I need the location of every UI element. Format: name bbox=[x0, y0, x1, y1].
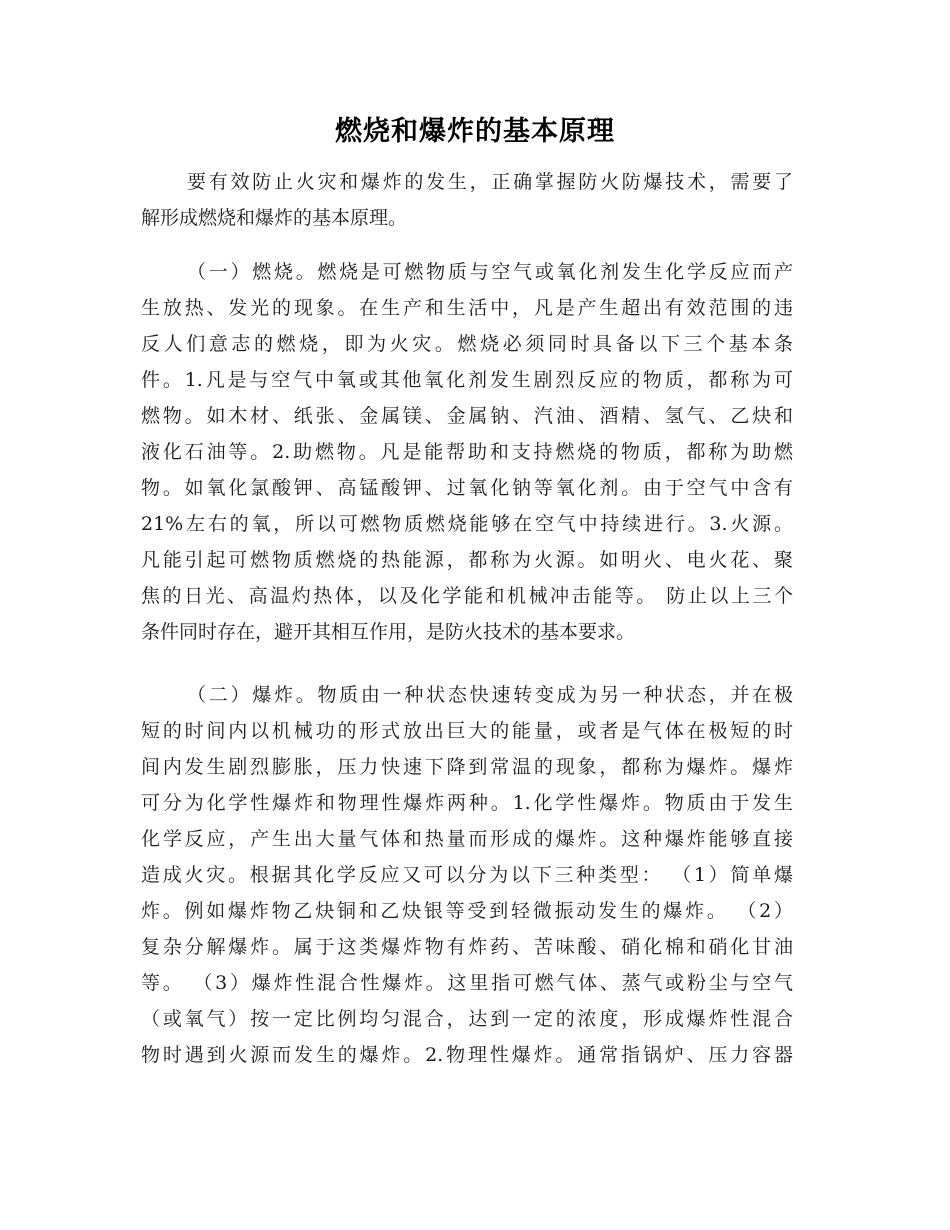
combustion-line-11: 条件同时存在，避开其相互作用，是防火技术的基本要求。 bbox=[141, 621, 636, 643]
explosion-line-9: 等。 （3）爆炸性混合性爆炸。这里指可燃气体、蒸气或粉尘与空气 bbox=[141, 972, 793, 994]
combustion-line-6: 液化石油等。2.助燃物。凡是能帮助和支持燃烧的物质，都称为助燃 bbox=[141, 441, 793, 463]
combustion-line-2: 生放热、发光的现象。在生产和生活中，凡是产生超出有效范围的违 bbox=[141, 297, 793, 319]
combustion-line-1: （一）燃烧。燃烧是可燃物质与空气或氧化剂发生化学反应而产 bbox=[187, 261, 793, 283]
explosion-line-1: （二）爆炸。物质由一种状态快速转变成为另一种状态，并在极 bbox=[187, 684, 793, 706]
intro-line-2: 解形成燃烧和爆炸的基本原理。 bbox=[141, 207, 408, 229]
explosion-line-3: 间内发生剧烈膨胀，压力快速下降到常温的现象，都称为爆炸。爆炸 bbox=[141, 756, 793, 778]
combustion-line-4: 件。1.凡是与空气中氧或其他氧化剂发生剧烈反应的物质，都称为可 bbox=[141, 369, 793, 391]
combustion-line-10: 焦的日光、高温灼热体，以及化学能和机械冲击能等。 防止以上三个 bbox=[141, 585, 793, 607]
explosion-line-8: 复杂分解爆炸。属于这类爆炸物有炸药、苦味酸、硝化棉和硝化甘油 bbox=[141, 936, 793, 958]
explosion-line-5: 化学反应，产生出大量气体和热量而形成的爆炸。这种爆炸能够直接 bbox=[141, 828, 793, 850]
combustion-line-8: 21%左右的氧，所以可燃物质燃烧能够在空气中持续进行。3.火源。 bbox=[141, 513, 793, 535]
explosion-line-2: 短的时间内以机械功的形式放出巨大的能量，或者是气体在极短的时 bbox=[141, 720, 793, 742]
combustion-line-7: 物。如氧化氯酸钾、高锰酸钾、过氧化钠等氧化剂。由于空气中含有 bbox=[141, 477, 793, 499]
combustion-line-9: 凡能引起可燃物质燃烧的热能源，都称为火源。如明火、电火花、聚 bbox=[141, 549, 793, 571]
intro-line-1: 要有效防止火灾和爆炸的发生，正确掌握防火防爆技术，需要了 bbox=[187, 171, 793, 193]
explosion-line-10: （或氧气）按一定比例均匀混合，达到一定的浓度，形成爆炸性混合 bbox=[141, 1008, 793, 1030]
explosion-line-4: 可分为化学性爆炸和物理性爆炸两种。1.化学性爆炸。物质由于发生 bbox=[141, 792, 793, 814]
explosion-line-11: 物时遇到火源而发生的爆炸。2.物理性爆炸。通常指锅炉、压力容器 bbox=[141, 1044, 793, 1066]
combustion-line-5: 燃物。如木材、纸张、金属镁、金属钠、汽油、酒精、氢气、乙炔和 bbox=[141, 405, 793, 427]
explosion-line-6: 造成火灾。根据其化学反应又可以分为以下三种类型： （1）简单爆 bbox=[141, 864, 793, 886]
combustion-line-3: 反人们意志的燃烧，即为火灾。燃烧必须同时具备以下三个基本条 bbox=[141, 333, 793, 355]
explosion-line-7: 炸。例如爆炸物乙炔铜和乙炔银等受到轻微振动发生的爆炸。 （2） bbox=[141, 900, 793, 922]
document-title: 燃烧和爆炸的基本原理 bbox=[335, 116, 615, 147]
